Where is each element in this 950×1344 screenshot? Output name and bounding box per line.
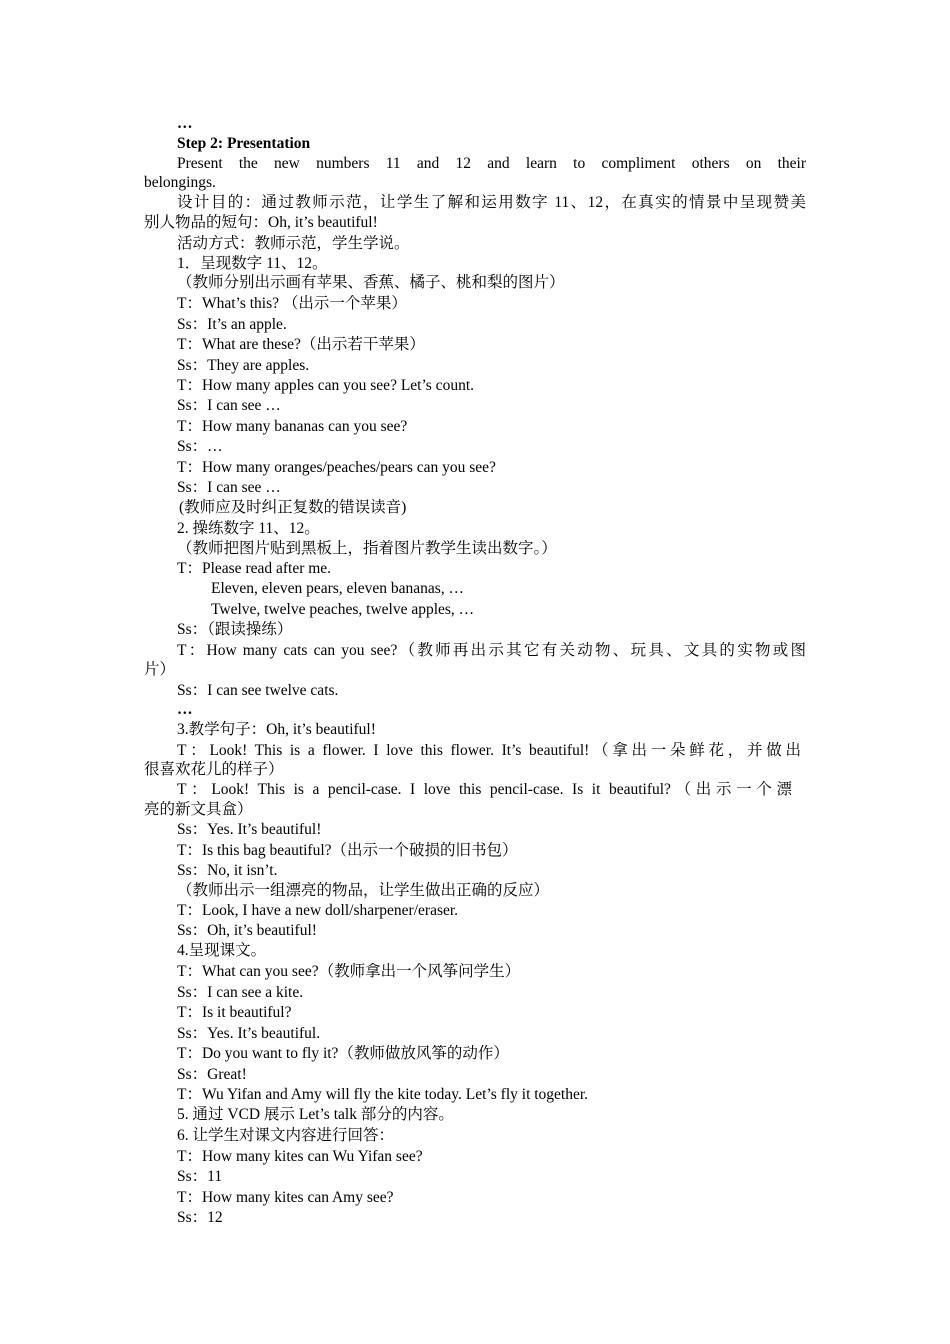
intro-line-2: belongings. xyxy=(144,174,216,191)
dialogue-line-cont: 片） xyxy=(144,661,176,678)
dialogue-line: Ss：They are apples. xyxy=(177,357,310,374)
activity-line: 活动方式：教师示范，学生学说。 xyxy=(177,235,410,252)
dialogue-line: Ss：I can see twelve cats. xyxy=(177,682,339,699)
section-1-title: 1．呈现数字 11、12。 xyxy=(177,255,328,272)
dialogue-line: Ss：11 xyxy=(177,1168,223,1185)
section-1-note: （教师分别出示画有苹果、香蕉、橘子、桃和梨的图片） xyxy=(177,274,565,291)
dialogue-line: Ss：I can see … xyxy=(177,479,281,496)
dialogue-line-cont: 很喜欢花儿的样子） xyxy=(144,761,284,778)
dialogue-line: T：How many oranges/peaches/pears can you see? xyxy=(177,459,496,476)
dialogue-line: T：Do you want to fly it?（教师做放风筝的动作） xyxy=(177,1045,509,1062)
drill-line: Eleven, eleven pears, eleven bananas, … xyxy=(211,580,465,597)
dialogue-line: T：Please read after me. xyxy=(177,560,332,577)
dialogue-line: T：Look! This is a flower. I love this flower. It’s beautiful!（拿出一朵鲜花，并做出 xyxy=(177,742,801,759)
dialogue-line: T：How many kites can Wu Yifan see? xyxy=(177,1148,423,1165)
dialogue-line: T：What’s this? （出示一个苹果） xyxy=(177,295,407,312)
dialogue-line: T：What are these?（出示若干苹果） xyxy=(177,336,425,353)
section-2-note: （教师把图片贴到黑板上，指着图片教学生读出数字。） xyxy=(177,540,557,557)
dialogue-line: T：Is it beautiful? xyxy=(177,1004,292,1021)
section-5-title: 5. 通过 VCD 展示 Let’s talk 部分的内容。 xyxy=(177,1106,454,1123)
dialogue-line: Ss：No, it isn’t. xyxy=(177,862,278,879)
dialogue-line: Ss：Great! xyxy=(177,1066,247,1083)
section-3-title: 3.教学句子：Oh, it’s beautiful! xyxy=(177,721,376,738)
dialogue-line: T：Wu Yifan and Amy will fly the kite today. Let’s fly it together. xyxy=(177,1086,589,1103)
ellipsis-mid: … xyxy=(177,701,193,718)
drill-line: Twelve, twelve peaches, twelve apples, … xyxy=(211,601,475,618)
dialogue-line: Ss：… xyxy=(177,438,223,455)
purpose-line-1: 设计目的：通过教师示范，让学生了解和运用数字 11、12，在真实的情景中呈现赞美 xyxy=(177,194,806,211)
dialogue-line: Ss：Oh, it’s beautiful! xyxy=(177,922,317,939)
dialogue-line: T：Look, I have a new doll/sharpener/eraser. xyxy=(177,902,459,919)
dialogue-line: Ss：It’s an apple. xyxy=(177,316,287,333)
dialogue-line: T：How many kites can Amy see? xyxy=(177,1189,394,1206)
dialogue-line: Ss：I can see … xyxy=(177,397,281,414)
dialogue-line-cont: 亮的新文具盒） xyxy=(144,801,253,818)
dialogue-line: Ss：Yes. It’s beautiful! xyxy=(177,821,322,838)
dialogue-line: T：How many apples can you see? Let’s count. xyxy=(177,377,474,394)
dialogue-line: T：Look! This is a pencil-case. I love this pencil-case. Is it beautiful?（出示一个漂 xyxy=(177,781,792,798)
dialogue-line: Ss：12 xyxy=(177,1209,223,1226)
section-4-title: 4.呈现课文。 xyxy=(177,942,267,959)
dialogue-line: T：What can you see?（教师拿出一个风筝问学生） xyxy=(177,963,521,980)
dialogue-line: Ss：（跟读操练） xyxy=(177,621,293,638)
teacher-note: (教师应及时纠正复数的错误读音) xyxy=(179,499,407,516)
purpose-line-2: 别人物品的短句：Oh, it’s beautiful! xyxy=(144,214,378,231)
dialogue-line: Ss：I can see a kite. xyxy=(177,984,304,1001)
step-heading: Step 2: Presentation xyxy=(177,135,311,152)
dialogue-line: T：Is this bag beautiful?（出示一个破损的旧书包） xyxy=(177,842,518,859)
intro-line-1: Present the new numbers 11 and 12 and learn to compliment others on their xyxy=(177,155,806,172)
ellipsis-top: … xyxy=(177,115,193,132)
dialogue-line: T：How many bananas can you see? xyxy=(177,418,408,435)
teacher-note: （教师出示一组漂亮的物品，让学生做出正确的反应） xyxy=(177,882,550,899)
dialogue-line: T：How many cats can you see?（教师再出示其它有关动物、玩具、文具的实物或图 xyxy=(177,642,806,659)
section-6-title: 6. 让学生对课文内容进行回答： xyxy=(177,1127,395,1144)
section-2-title: 2. 操练数字 11、12。 xyxy=(177,520,320,537)
dialogue-line: Ss：Yes. It’s beautiful. xyxy=(177,1025,321,1042)
